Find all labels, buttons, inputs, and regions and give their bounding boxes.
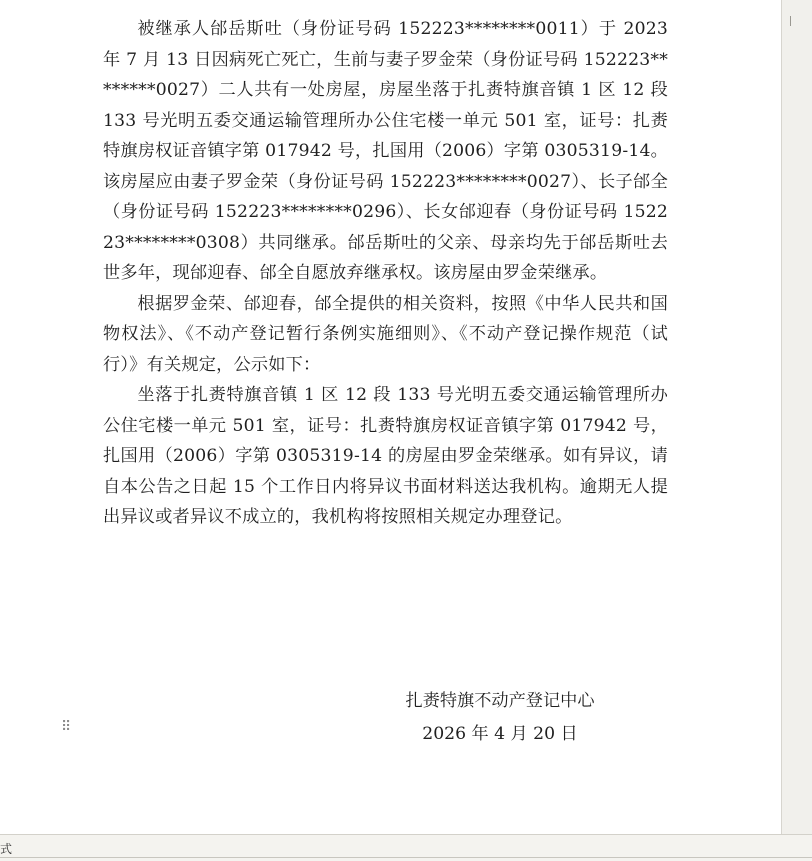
paragraph-legal-basis: 根据罗金荣、邰迎春，邰全提供的相关资料，按照《中华人民共和国物权法》、《不动产登记暂行条例实施细则》、《不动产登记操作规范（试行）》有关规定，公示如下：: [103, 293, 668, 375]
status-bar: [0, 834, 812, 861]
paragraph-notice: 坐落于扎赉特旗音镇 1 区 12 段 133 号光明五委交通运输管理所办公住宅楼一单元 501 室，证号：扎赉特旗房权证音镇字第 017942 号，扎国用（2006）字第 0305319-14 的房屋由罗金荣继承。如有异议，请自本公告之日起 15 个工作日内将异议书面材料送达我机构。逾期无人提出异议或者异议不成立的，我机构将按照相关规定办理登记。: [103, 385, 668, 527]
status-bar-divider: [0, 857, 812, 858]
status-bar-label: 式: [0, 842, 13, 856]
signature-organization: 扎赉特旗不动产登记中心: [405, 691, 595, 711]
right-gutter: [782, 0, 812, 834]
drag-handle-icon[interactable]: ⠿: [61, 719, 71, 735]
signature-date: 2026 年 4 月 20 日: [422, 724, 578, 744]
paragraph-inheritance-facts: 被继承人邰岳斯吐（身份证号码 152223********0011）于 2023 年 7 月 13 日因病死亡死亡，生前与妻子罗金荣（身份证号码 152223********0027）二人共有一处房屋，房屋坐落于扎赉特旗音镇 1 区 12 段 133 号光明五委交通运输管理所办公住宅楼一单元 501 室，证号：扎赉特旗房权证音镇字第 017942 号，扎国用（2006）字第 0305319-14。该房屋应由妻子罗金荣（身份证号码 152223********0027）、长子邰全（身份证号码 152223********0296）、长女邰迎春（身份证号码 152223********0308）共同继承。邰岳斯吐的父亲、母亲均先于邰岳斯吐去世多年，现邰迎春、邰全自愿放弃继承权。该房屋由罗金荣继承。: [103, 19, 668, 283]
document-body: [103, 14, 668, 533]
gutter-marker: [790, 16, 791, 26]
